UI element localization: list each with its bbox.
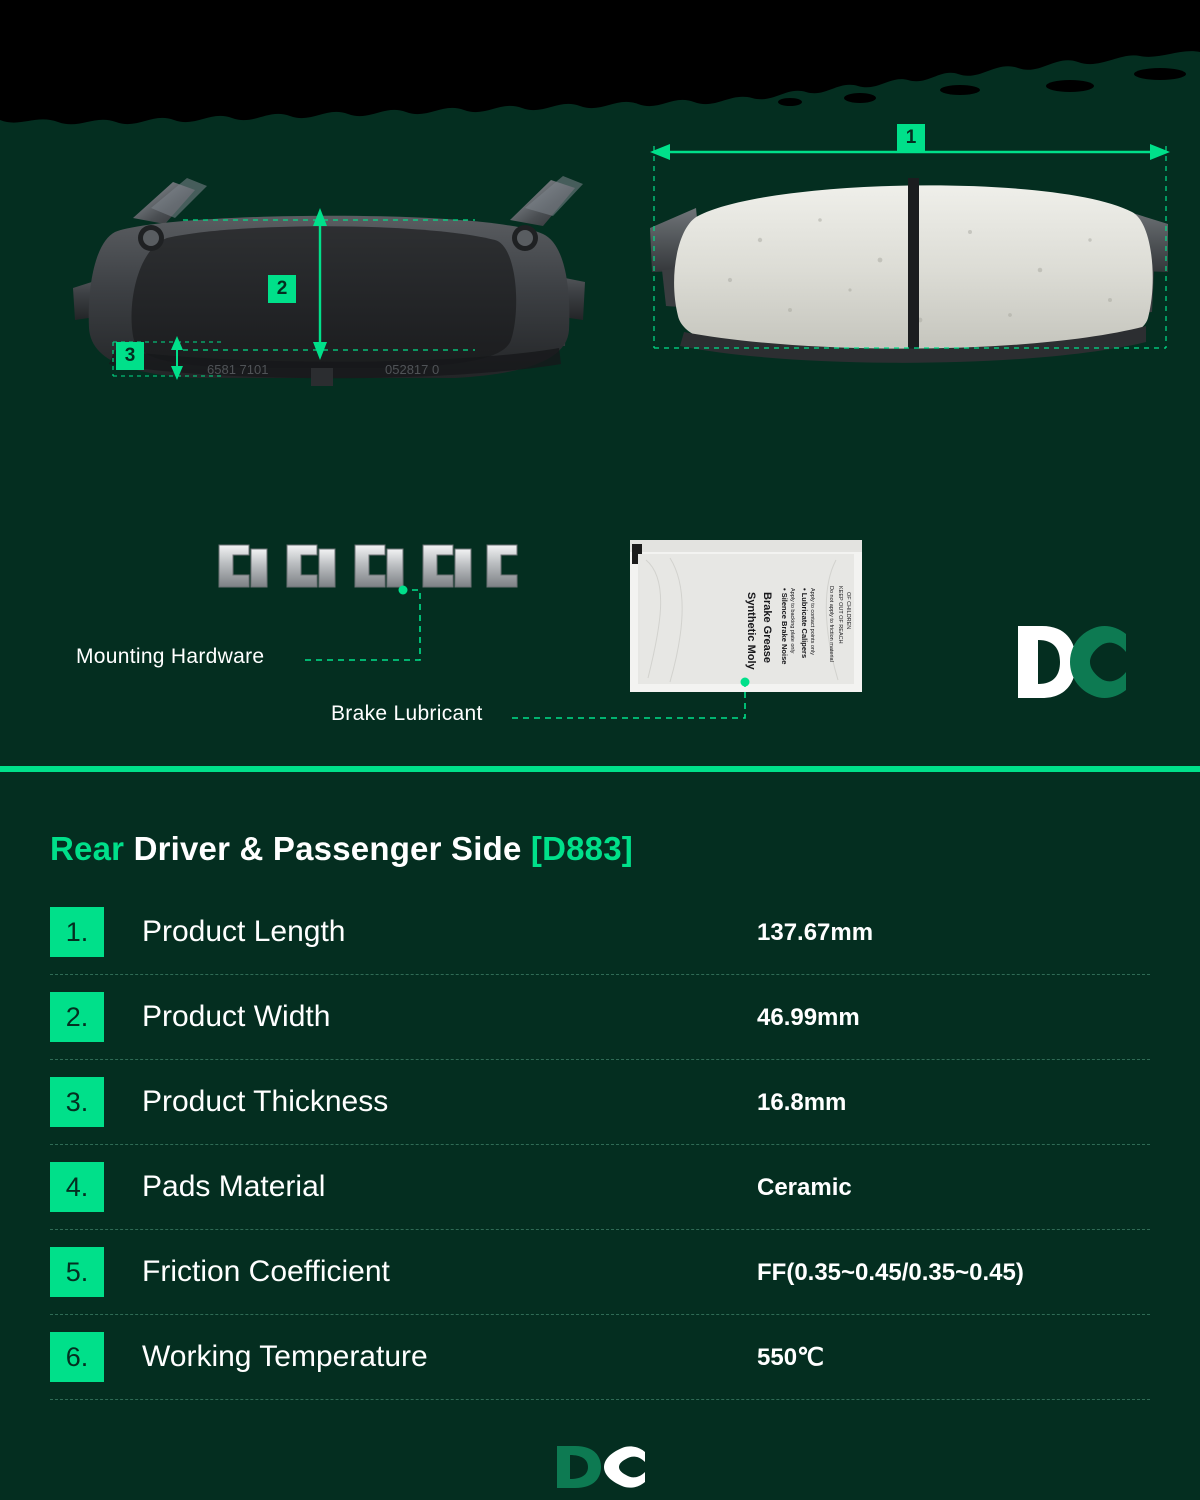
svg-text:• Lubricate Calipers: • Lubricate Calipers (800, 588, 809, 659)
row-number: 5. (50, 1247, 104, 1297)
spec-table (50, 890, 1150, 1400)
svg-text:6581 7101: 6581 7101 (207, 362, 269, 377)
title-side: Driver & Passenger Side (133, 830, 522, 867)
row-value: 16.8mm (757, 1089, 847, 1116)
title-position: Rear (50, 830, 125, 867)
dimension-marker-2: 2 (268, 275, 296, 303)
svg-text:KEEP OUT OF REACH: KEEP OUT OF REACH (837, 586, 843, 644)
row-value: 46.99mm (757, 1004, 860, 1031)
dimension-marker-3: 3 (116, 342, 144, 370)
table-row (50, 1060, 1150, 1145)
torn-edge-decoration (0, 0, 1200, 130)
row-number: 2. (50, 992, 104, 1042)
title-code: [D883] (530, 830, 633, 867)
dimension-marker-1: 1 (897, 124, 925, 152)
dc-logo-icon (1012, 620, 1132, 704)
table-row (50, 1315, 1150, 1400)
row-label: Product Width (142, 1000, 331, 1033)
row-label: Working Temperature (142, 1340, 428, 1373)
table-row (50, 975, 1150, 1060)
table-row (50, 1145, 1150, 1230)
table-row (50, 1230, 1150, 1315)
dc-logo-icon (553, 1443, 649, 1491)
row-value: Ceramic (757, 1174, 852, 1201)
page-title (50, 830, 633, 868)
svg-text:• Silence Brake Noise: • Silence Brake Noise (780, 588, 789, 665)
svg-text:OF CHILDREN: OF CHILDREN (845, 592, 851, 630)
row-number: 4. (50, 1162, 104, 1212)
table-row (50, 890, 1150, 975)
row-label: Product Thickness (142, 1085, 389, 1118)
row-label: Pads Material (142, 1170, 326, 1203)
spec-panel (0, 772, 1200, 1500)
row-number: 3. (50, 1077, 104, 1127)
row-number: 6. (50, 1332, 104, 1382)
callout-brake-lubricant: Brake Lubricant (331, 702, 483, 725)
svg-text:052817 0: 052817 0 (385, 362, 440, 377)
svg-text:Apply to backing plate only: Apply to backing plate only (789, 588, 795, 654)
svg-text:Brake Grease: Brake Grease (761, 592, 773, 663)
svg-text:Apply to contact points only: Apply to contact points only (809, 588, 815, 655)
row-value: 137.67mm (757, 919, 874, 946)
row-value: FF(0.35~0.45/0.35~0.45) (757, 1259, 1024, 1286)
row-label: Product Length (142, 915, 346, 948)
svg-text:Do not apply to friction mater: Do not apply to friction material (828, 586, 834, 662)
brake-pad-front-view (640, 120, 1180, 380)
row-label: Friction Coefficient (142, 1255, 390, 1288)
callout-mounting-hardware: Mounting Hardware (76, 645, 265, 668)
svg-text:Synthetic Moly: Synthetic Moly (745, 592, 757, 670)
row-number: 1. (50, 907, 104, 957)
row-value: 550℃ (757, 1344, 824, 1371)
